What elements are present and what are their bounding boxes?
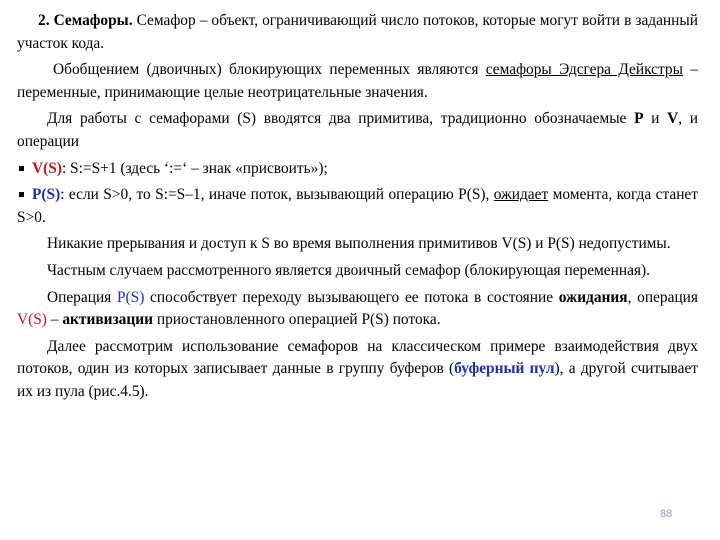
paragraph-text: Для работы с семафорами (S) вводятся два примитива, традиционно обозначаемые	[47, 110, 635, 128]
definition-text: Семафор – объект, ограничивающий число потоков, которые могут войти в заданный участок кода.	[17, 12, 698, 52]
paragraph-text: –	[46, 311, 63, 329]
bullet-square-icon	[19, 166, 24, 171]
paragraph-no-interrupts	[17, 233, 698, 256]
waits-link[interactable]: ожидает	[493, 186, 549, 204]
primitive-v: V	[667, 110, 679, 128]
v-operation-ref: V(S)	[17, 311, 47, 329]
bullet-v-operation	[17, 158, 698, 181]
paragraph-text: Обобщением (двоичных) блокирующих переменных являются	[53, 61, 486, 79]
paragraph-text: и	[643, 110, 668, 128]
bullet-p-operation	[17, 184, 698, 229]
paragraph-text: способствует переходу вызывающего ее потока в состояние	[144, 288, 559, 306]
p-operation-name: P(S)	[32, 186, 61, 204]
paragraph-primitives	[17, 108, 698, 153]
paragraph-dijkstra	[17, 59, 698, 104]
paragraph-text: , и операции	[17, 110, 699, 150]
paragraph-binary-semaphore	[17, 260, 698, 283]
bullet-text: : если S>0, то S:=S–1, иначе поток, вызывающий операцию P(S),	[60, 186, 494, 204]
dijkstra-semaphores-link[interactable]: семафоры Эдсгера Дейкстры	[485, 61, 683, 79]
section-heading: 2. Семафоры.	[38, 12, 133, 29]
bullet-square-icon	[19, 192, 24, 197]
paragraph-operations-effect	[17, 287, 698, 332]
slide-content	[17, 10, 698, 408]
p-operation-ref: P(S)	[116, 288, 145, 306]
paragraph-text: Операция	[47, 288, 117, 306]
paragraph-text: Никакие прерывания и доступ к S во время выполнения примитивов V(S) и P(S) недопустимы.	[47, 235, 671, 253]
paragraph-text: ), а другой считывает их из пула (рис.4.5).	[17, 360, 699, 400]
paragraph-text: Частным случаем рассмотренного является двоичный семафор (блокирующая переменная).	[47, 261, 650, 279]
paragraph-semaphore-definition	[17, 10, 698, 55]
v-operation-name: V(S)	[32, 159, 62, 177]
activation-term: активизации	[62, 311, 153, 329]
waiting-term: ожидания	[558, 288, 628, 306]
paragraph-text: Далее рассмотрим использование семафоров на классическом примере взаимодействия двух потоков, один из которых записывает данные в группу буферов (	[17, 337, 698, 378]
paragraph-text: , операция	[627, 288, 698, 306]
buffer-pool-term: буферный пул	[454, 360, 555, 378]
paragraph-text: приостановленного операцией P(S) потока.	[152, 311, 441, 329]
paragraph-buffer-pool	[17, 336, 698, 404]
page-number: 88	[660, 508, 673, 520]
paragraph-text: – переменные, принимающие целые неотрицательные значения.	[17, 61, 698, 101]
primitive-p: P	[634, 110, 644, 128]
bullet-text: : S:=S+1 (здесь ‘:=‘ – знак «присвоить»);	[61, 159, 328, 177]
bullet-text: момента, когда станет S>0.	[17, 186, 698, 226]
